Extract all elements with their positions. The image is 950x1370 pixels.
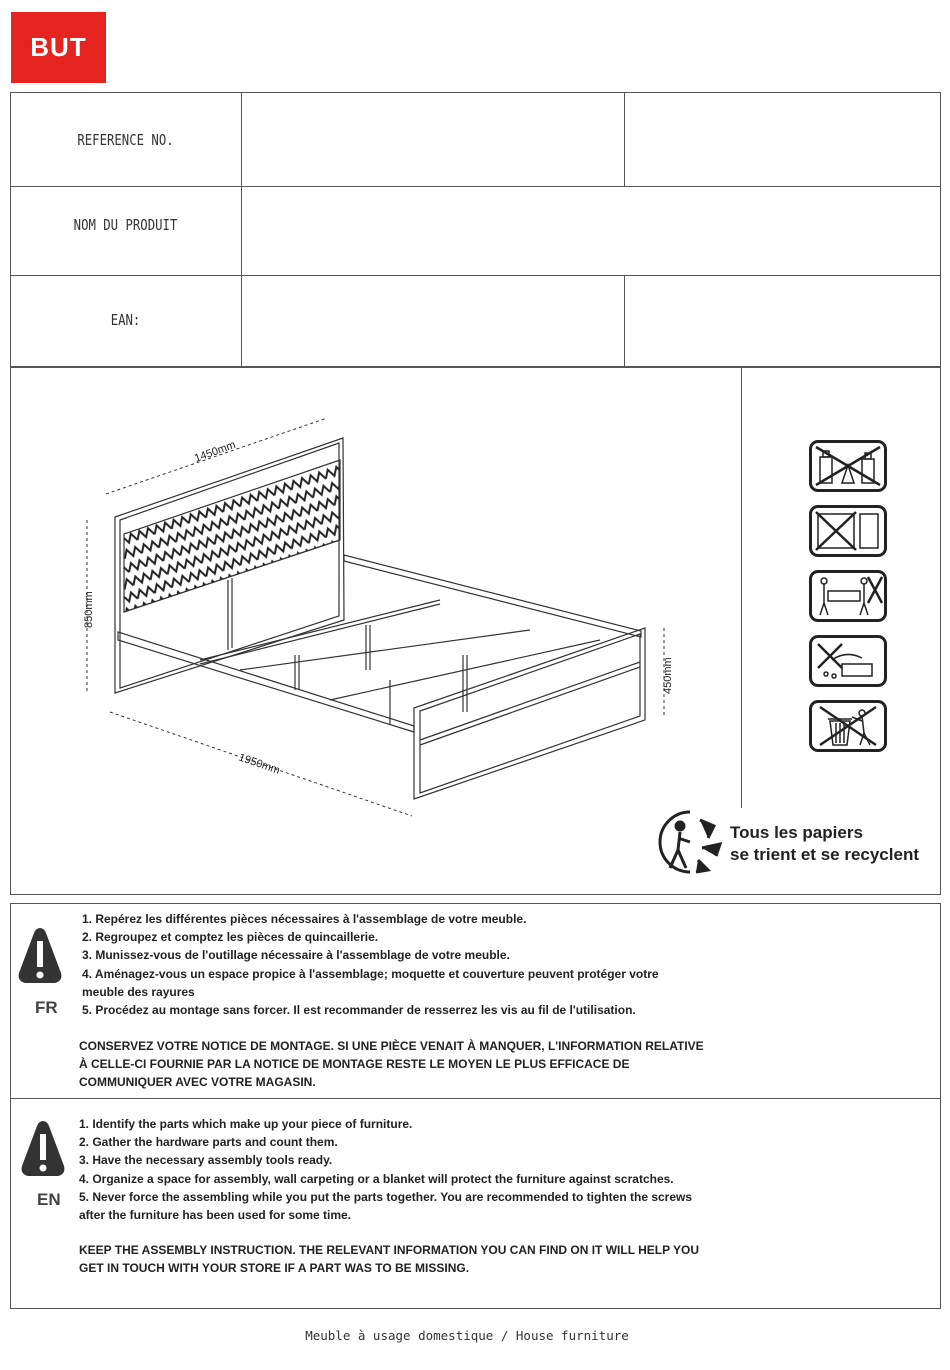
footer-note: Meuble à usage domestique / House furniture bbox=[305, 1328, 629, 1343]
step-fr-4: 4. Aménagez-vous un espace propice à l'assemblage; moquette et couverture peuvent protéger votre meuble des rayures bbox=[82, 966, 659, 999]
warning-icon bbox=[20, 1118, 66, 1180]
product-name-label: NOM DU PRODUIT bbox=[73, 216, 178, 234]
no-abrasive-cleaning-icon bbox=[809, 635, 887, 687]
recycling-message: Tous les papiers se trient et se recyclent bbox=[730, 823, 919, 864]
dim-height: 850mm bbox=[83, 591, 95, 628]
notice-fr: CONSERVEZ VOTRE NOTICE DE MONTAGE. SI UNE PIÈCE VENAIT À MANQUER, L'INFORMATION RELATIVE À CELLE-CI FOURNIE PAR LA NOTICE DE MONTAGE RESTE LE MOYEN LE PLUS EFFICACE DE COMMUNIQUER AVEC VOTRE MAGASIN. bbox=[79, 1039, 704, 1090]
step-en-3: 3. Have the necessary assembly tools ready. bbox=[79, 1153, 333, 1168]
reference-label: REFERENCE NO. bbox=[77, 131, 174, 149]
step-en-1: 1. Identify the parts which make up your piece of furniture. bbox=[79, 1117, 413, 1131]
dim-foot-height: 450mm bbox=[662, 657, 674, 694]
no-damp-location-icon bbox=[809, 505, 887, 557]
instructions-fr bbox=[82, 910, 722, 1019]
warning-icon bbox=[17, 925, 63, 987]
two-person-lift-icon bbox=[809, 570, 887, 622]
triman-recycle-icon bbox=[650, 808, 726, 876]
step-en-4: 4. Organize a space for assembly, wall carpeting or a blanket will protect the furniture against scratches. bbox=[79, 1171, 674, 1186]
step-fr-1: 1. Repérez les différentes pièces nécessaires à l'assemblage de votre meuble. bbox=[82, 912, 527, 926]
step-fr-5: 5. Procédez au montage sans forcer. Il est recommander de resserrez les vis au fil de l'utilisation. bbox=[82, 1003, 636, 1018]
step-en-2: 2. Gather the hardware parts and count them. bbox=[79, 1135, 338, 1150]
instructions-en bbox=[79, 1115, 719, 1224]
notice-en: KEEP THE ASSEMBLY INSTRUCTION. THE RELEVANT INFORMATION YOU CAN FIND ON IT WILL HELP YOU GET IN TOUCH WITH YOUR STORE IF A PART WAS TO BE MISSING. bbox=[79, 1243, 700, 1276]
step-en-5: 5. Never force the assembling while you put the parts together. You are recommended to tighten the screws after the furniture has been used for some time. bbox=[79, 1189, 693, 1223]
bed-frame-diagram bbox=[60, 400, 700, 830]
no-bin-disposal-icon bbox=[809, 700, 887, 752]
dim-width: 1450mm bbox=[192, 438, 238, 465]
but-logo: BUT bbox=[11, 12, 106, 83]
step-fr-2: 2. Regroupez et comptez les pièces de quincaillerie. bbox=[82, 930, 379, 945]
ean-label: EAN: bbox=[110, 311, 141, 329]
lang-fr: FR bbox=[35, 998, 58, 1017]
step-fr-3: 3. Munissez-vous de l'outillage nécessaire à l'assemblage de votre meuble. bbox=[82, 948, 510, 963]
dim-length: 1950mm bbox=[237, 751, 282, 777]
lang-en: EN bbox=[37, 1190, 61, 1209]
no-chemical-cleaners-icon bbox=[809, 440, 887, 492]
